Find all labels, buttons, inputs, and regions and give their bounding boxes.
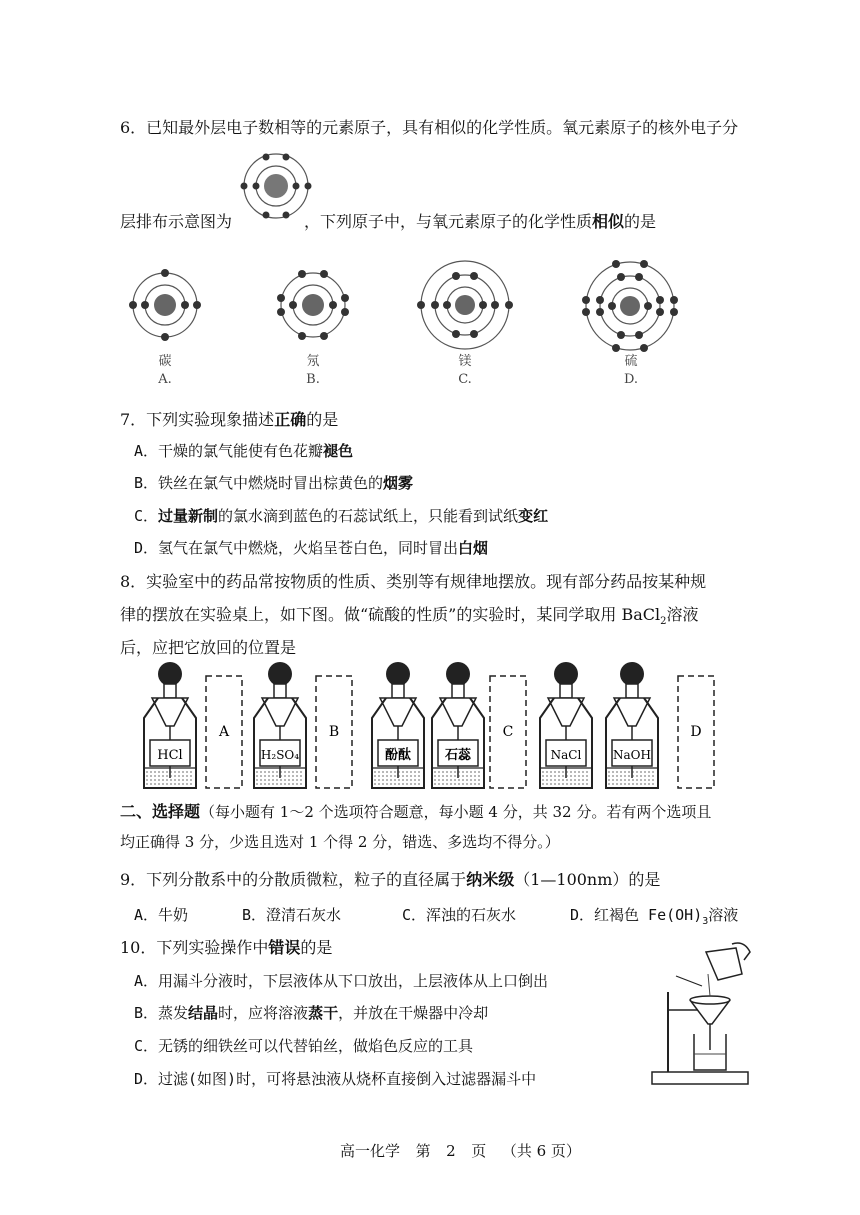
q9-stem-bold: 纳米级 bbox=[466, 870, 515, 889]
option-d-letter: D. bbox=[623, 372, 639, 387]
q8-line1: 8．实验室中的药品常按物质的性质、类别等有规律地摆放。现有部分药品按某种规 bbox=[120, 572, 707, 591]
q10-b-post: ，并放在干燥器中冷却 bbox=[338, 1004, 489, 1022]
atom-diagram-carbon bbox=[124, 264, 206, 346]
q9-options bbox=[134, 904, 738, 927]
q9-option-d-pre: D．红褐色 Fe(OH) bbox=[570, 906, 703, 924]
q7-option-a bbox=[134, 440, 353, 462]
q10-stem bbox=[120, 936, 332, 960]
footer-page-number: 2 bbox=[446, 1142, 456, 1160]
q7-stem-pre: 7．下列实验现象描述 bbox=[120, 410, 275, 429]
q10-option-c: C．无锈的细铁丝可以代替铂丝，做焰色反应的工具 bbox=[134, 1037, 474, 1055]
footer-di: 第 bbox=[415, 1142, 431, 1160]
q7-stem-post: 的是 bbox=[306, 410, 339, 429]
atom-diagram-neon bbox=[272, 264, 354, 346]
slot-label-d: D bbox=[690, 724, 702, 740]
q6-line2-post: 的是 bbox=[624, 212, 657, 231]
q10-stem-pre: 10．下列实验操作中 bbox=[120, 938, 269, 957]
section2-heading bbox=[120, 800, 711, 824]
q9-option-b: B．澄清石灰水 bbox=[242, 906, 342, 924]
bottle-label-hcl: HCl bbox=[157, 748, 183, 763]
atom-diagram-magnesium bbox=[416, 256, 514, 354]
q10-stem-bold: 错误 bbox=[268, 938, 301, 957]
q8-line2-post: 溶液 bbox=[666, 605, 699, 624]
q10-b-pre: B．蒸发 bbox=[134, 1004, 189, 1022]
bottle-label-h2so4: H₂SO₄ bbox=[260, 748, 300, 762]
q10-option-d: D．过滤(如图)时，可将悬浊液从烧杯直接倒入过滤器漏斗中 bbox=[134, 1070, 537, 1088]
q8-line2-sub: 2 bbox=[660, 616, 667, 628]
q7-stem bbox=[120, 408, 338, 432]
q9-option-d-post: 溶液 bbox=[708, 906, 739, 924]
option-a-letter: A. bbox=[158, 372, 172, 387]
option-b-element: 氖 bbox=[306, 354, 320, 369]
section2-title: 二、选择题 bbox=[120, 802, 201, 821]
q8-line2-pre: 律的摆放在实验桌上，如下图。做“硫酸的性质”的实验时，某同学取用 BaCl bbox=[120, 605, 661, 624]
q7-c-mid: 的氯水滴到蓝色的石蕊试纸上，只能看到试纸 bbox=[218, 507, 519, 525]
filtration-apparatus-figure bbox=[646, 938, 758, 1090]
slot-label-c: C bbox=[502, 724, 514, 740]
q7-stem-bold: 正确 bbox=[274, 410, 307, 429]
q10-option-b bbox=[134, 1002, 488, 1024]
q7-b-bold: 烟雾 bbox=[383, 474, 414, 492]
option-b-letter: B. bbox=[306, 372, 320, 387]
bottle-label-phenolphthalein: 酚酞 bbox=[384, 748, 412, 763]
footer-total-pages: （共 6 页） bbox=[501, 1142, 581, 1160]
q6-line2-mid: ，下列原子中，与氧元素原子的化学性质 bbox=[304, 212, 593, 231]
q8-line2 bbox=[120, 603, 699, 634]
atom-diagram-sulfur bbox=[580, 256, 680, 356]
footer-ye: 页 bbox=[471, 1142, 487, 1160]
q7-a-bold: 褪色 bbox=[323, 442, 354, 460]
q8-line3: 后，应把它放回的位置是 bbox=[120, 638, 297, 657]
q7-d-pre: D．氢气在氯气中燃烧，火焰呈苍白色，同时冒出 bbox=[134, 539, 459, 557]
q10-b-bold2: 蒸干 bbox=[308, 1004, 339, 1022]
q7-c-pre: C． bbox=[134, 507, 159, 525]
q6-line2-pre: 层排布示意图为 bbox=[120, 212, 233, 231]
bottle-label-nacl: NaCl bbox=[550, 748, 582, 762]
footer-subject: 高一化学 bbox=[340, 1142, 401, 1160]
q6-line2-bold: 相似 bbox=[592, 212, 625, 231]
q9-stem-post: （1—100nm）的是 bbox=[514, 870, 661, 889]
page-footer bbox=[340, 1140, 581, 1161]
q7-c-bold1: 过量新制 bbox=[158, 507, 219, 525]
q9-option-d bbox=[570, 906, 739, 927]
q10-stem-post: 的是 bbox=[300, 938, 333, 957]
reagent-shelf-figure bbox=[138, 660, 728, 790]
slot-label-a: A bbox=[218, 724, 230, 740]
bottle-label-naoh: NaOH bbox=[613, 748, 651, 762]
section2-note1: （每小题有 1～2 个选项符合题意，每小题 4 分，共 32 分。若有两个选项且 bbox=[200, 803, 712, 821]
q6-line2 bbox=[120, 210, 656, 234]
option-a-element: 碳 bbox=[158, 354, 172, 369]
slot-label-b: B bbox=[328, 724, 340, 740]
option-c-letter: C. bbox=[458, 372, 472, 387]
q9-option-d-sub: 3 bbox=[702, 916, 709, 927]
q7-d-bold: 白烟 bbox=[458, 539, 489, 557]
option-d-element: 硫 bbox=[624, 354, 638, 369]
q9-stem-pre: 9．下列分散系中的分散质微粒，粒子的直径属于 bbox=[120, 870, 467, 889]
q6-line1: 6．已知最外层电子数相等的元素原子，具有相似的化学性质。氧元素原子的核外电子分 bbox=[120, 118, 739, 137]
q10-option-a: A．用漏斗分液时，下层液体从下口放出，上层液体从上口倒出 bbox=[134, 972, 549, 990]
section2-note2: 均正确得 3 分，少选且选对 1 个得 2 分，错选、多选均不得分。） bbox=[120, 833, 560, 851]
q7-option-d bbox=[134, 537, 488, 559]
q7-option-b bbox=[134, 472, 413, 494]
q9-option-a: A．牛奶 bbox=[134, 906, 189, 924]
q7-c-bold2: 变红 bbox=[518, 507, 549, 525]
bottle-label-litmus: 石蕊 bbox=[444, 748, 472, 763]
q9-stem bbox=[120, 868, 660, 892]
q7-a-pre: A．干燥的氯气能使有色花瓣 bbox=[134, 442, 324, 460]
q10-b-bold1: 结晶 bbox=[188, 1004, 219, 1022]
q7-option-c bbox=[134, 505, 548, 527]
q9-option-c: C．浑浊的石灰水 bbox=[402, 906, 517, 924]
option-c-element: 镁 bbox=[458, 354, 472, 369]
q7-b-pre: B．铁丝在氯气中燃烧时冒出棕黄色的 bbox=[134, 474, 384, 492]
q10-b-mid: 时，应将溶液 bbox=[218, 1004, 309, 1022]
